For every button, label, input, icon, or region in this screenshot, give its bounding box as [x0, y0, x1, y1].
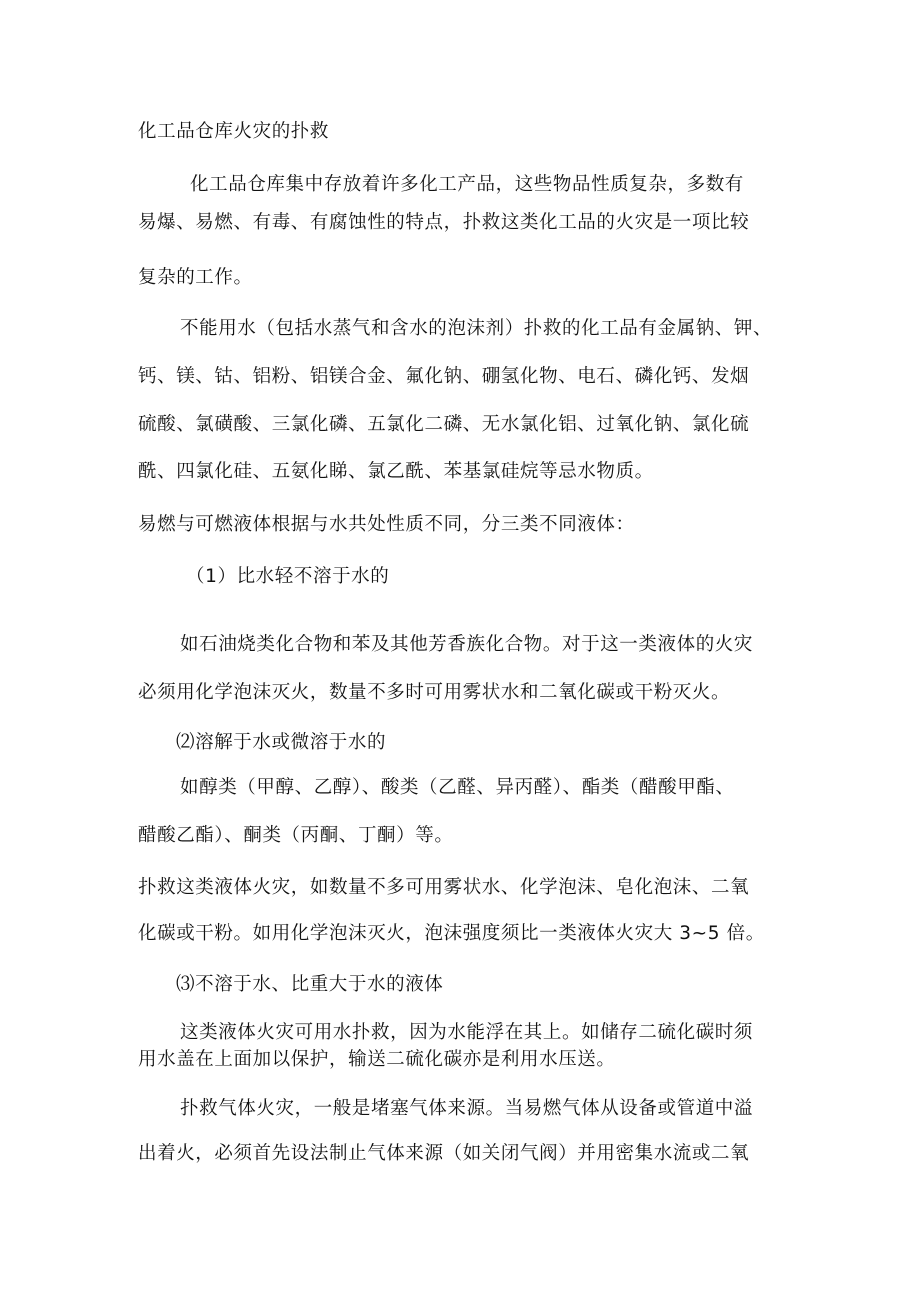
- paragraph-line: 钙、镁、钴、铝粉、铝镁合金、氟化钠、硼氢化物、电石、磷化钙、发烟: [138, 366, 750, 387]
- paragraph-line: 用水盖在上面加以保护，输送二硫化碳亦是利用水压送。: [138, 1049, 616, 1070]
- document-title: 化工品仓库火灾的扑救: [138, 121, 330, 142]
- paragraph-line: 化工品仓库集中存放着许多化工产品，这些物品性质复杂，多数有: [190, 174, 744, 195]
- paragraph-line: 不能用水（包括水蒸气和含水的泡沫剂）扑救的化工品有金属钠、钾、: [180, 318, 773, 339]
- paragraph-line: 如醇类（甲醇、乙醇）、酸类（乙醛、异丙醛）、酯类（醋酸甲酯、: [180, 777, 735, 798]
- paragraph-line: 必须用化学泡沫灭火，数量不多时可用雾状水和二氧化碳或干粉灭火。: [138, 682, 731, 703]
- paragraph-line: 硫酸、氯磺酸、三氯化磷、五氯化二磷、无水氯化铝、过氧化钠、氯化硫: [138, 414, 750, 435]
- paragraph-line: 扑救气体火灾，一般是堵塞气体来源。当易燃气体从设备或管道中溢: [180, 1098, 754, 1119]
- paragraph-line: 化碳或干粉。如用化学泡沫灭火，泡沫强度须比一类液体火灾大 3~5 倍。: [138, 923, 765, 944]
- section-heading: ⑶不溶于水、比重大于水的液体: [176, 974, 444, 995]
- paragraph-line: 复杂的工作。: [138, 267, 253, 288]
- paragraph-line: 出着火，必须首先设法制止气体来源（如关闭气阀）并用密集水流或二氧: [138, 1143, 750, 1164]
- paragraph-line: 扑救这类液体火灾，如数量不多可用雾状水、化学泡沫、皂化泡沫、二氧: [138, 877, 750, 898]
- paragraph-line: 易爆、易燃、有毒、有腐蚀性的特点，扑救这类化工品的火灾是一项比较: [138, 212, 750, 233]
- section-heading: （1）比水轻不溶于水的: [186, 566, 390, 587]
- paragraph-line: 易燃与可燃液体根据与水共处性质不同，分三类不同液体：: [138, 514, 635, 535]
- paragraph-line: 这类液体火灾可用水扑救，因为水能浮在其上。如储存二硫化碳时须: [180, 1022, 754, 1043]
- section-heading: ⑵溶解于水或微溶于水的: [176, 732, 387, 753]
- paragraph-line: 如石油烧类化合物和苯及其他芳香族化合物。对于这一类液体的火灾: [180, 634, 754, 655]
- paragraph-line: 醋酸乙酯）、酮类（丙酮、丁酮）等。: [138, 825, 454, 846]
- paragraph-line: 酰、四氯化硅、五氨化睇、氯乙酰、苯基氯硅烷等忌水物质。: [138, 461, 654, 482]
